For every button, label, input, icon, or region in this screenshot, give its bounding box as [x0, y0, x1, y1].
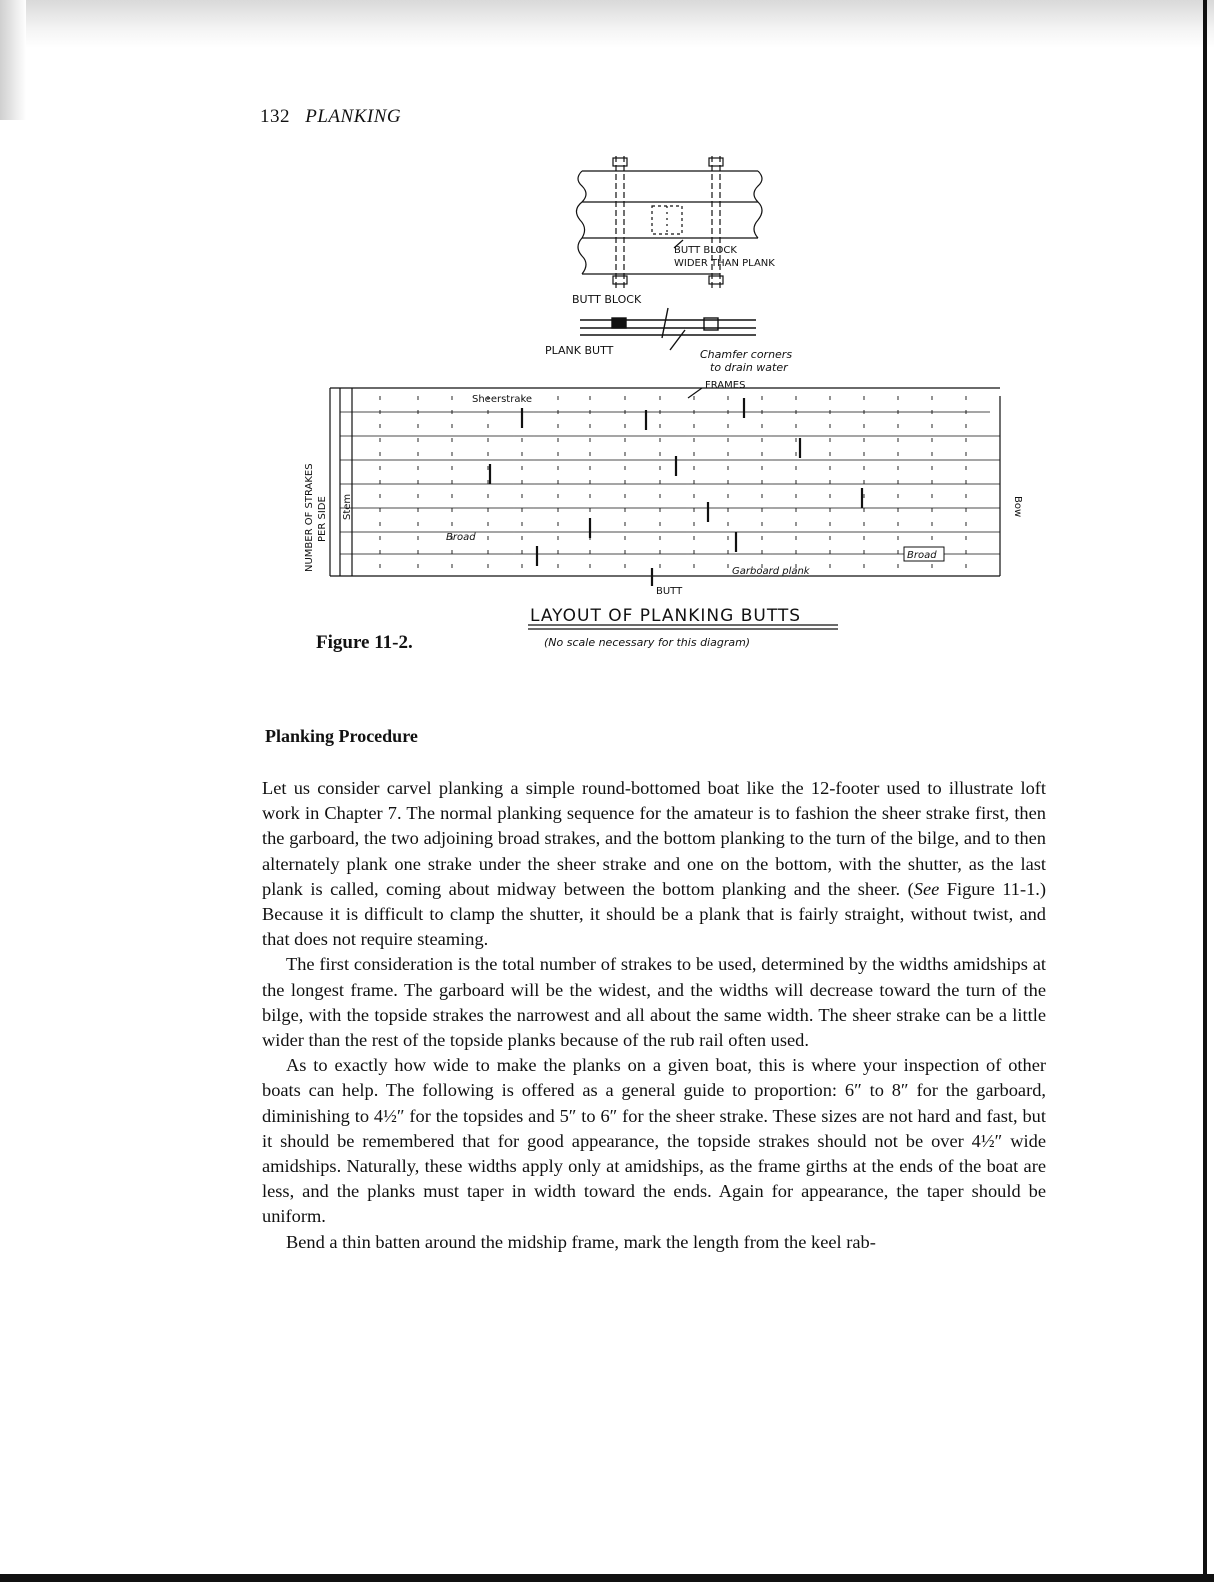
label-garboard-plank: Garboard plank	[732, 566, 810, 577]
layout-title: LAYOUT OF PLANKING BUTTS	[530, 606, 802, 626]
paragraph-1	[262, 776, 1046, 952]
label-broad-right: Broad	[907, 550, 937, 561]
label-frames: FRAMES	[705, 380, 746, 391]
running-head	[260, 106, 401, 128]
paragraph-1-text: Let us consider carvel planking a simple round-bottomed boat like the 12-footer used to illustrate loft work in Chapter 7. The normal planking sequence for the amateur is to fashion the sheer strake first, then the garboard, the two adjoining broad strakes, and the bottom planking to the turn of the bilge, and to then alternately plank one strake under the sheer strake and one on the bottom, with the shutter, as the last plank is called, coming about midway between the bottom planking and the sheer. (	[262, 778, 1046, 899]
scan-shading-left	[0, 0, 26, 120]
paragraph-1-italic: See	[913, 878, 940, 899]
label-plank-butt: PLANK BUTT	[545, 344, 614, 357]
label-bow: Bow	[1012, 496, 1023, 518]
page-edge-right	[1203, 0, 1207, 1582]
label-number-of-strakes: NUMBER OF STRAKES	[304, 463, 315, 572]
planking-butts-diagram	[290, 148, 1030, 658]
paragraph-3: As to exactly how wide to make the planks on a given boat, this is where your inspection of other boats can help. The following is offered as a general guide to proportion: 6″ to 8″ for the garboard, diminishing to 4½″ for the topsides and 5″ to 6″ for the sheer strake. These sizes are not hard and fast, but it should be remembered that for good appearance, the topside strakes should not be over 4½″ wide amidships. Naturally, these widths apply only at amidships, as the frame girths at the ends of the boat are less, and the planks must taper in width toward the ends. Again for appearance, the taper should be uniform.	[262, 1055, 1046, 1227]
page-edge-bottom	[0, 1574, 1214, 1582]
layout-note: (No scale necessary for this diagram)	[544, 636, 751, 649]
paragraph-2: The first consideration is the total number of strakes to be used, determined by the widths amidships at the longest frame. The garboard will be the widest, and the widths will decrease toward the turn of the bilge, with the topside strakes the narrowest and all about the same width. The sheer strake can be a little wider than the rest of the topside planks because of the rub rail often used.	[262, 954, 1046, 1051]
figure-caption: Figure 11-2.	[316, 632, 413, 653]
label-butt: BUTT	[656, 586, 683, 597]
label-butt-block-wider: BUTT BLOCK	[674, 245, 737, 256]
frames-arrow	[688, 388, 702, 398]
paragraph-1-text-end: Figure 11-1.) Because it is difficult to clamp the shutter, it should be a plank that is fairly straight, without twist, and that does not require steaming.	[262, 878, 1046, 950]
scan-shading-top	[0, 0, 1214, 48]
label-drain-water: to drain water	[710, 361, 788, 374]
label-broad-left: Broad	[446, 532, 476, 543]
page-number: 132	[260, 106, 290, 127]
label-butt-block: BUTT BLOCK	[572, 293, 642, 306]
label-stem: Stem	[342, 493, 353, 520]
label-wider-than-plank: WIDER THAN PLANK	[674, 258, 775, 269]
label-sheerstrake: Sheerstrake	[472, 394, 533, 405]
chapter-title: PLANKING	[305, 106, 402, 127]
paragraph-4: Bend a thin batten around the midship frame, mark the length from the keel rab-	[286, 1231, 876, 1252]
label-per-side: PER SIDE	[317, 496, 328, 542]
planking-layout-grid	[330, 388, 1000, 586]
body-text	[262, 776, 1046, 1255]
figure-planking-butts	[290, 148, 1030, 658]
section-heading: Planking Procedure	[265, 726, 418, 746]
label-chamfer-corners: Chamfer corners	[700, 348, 793, 361]
